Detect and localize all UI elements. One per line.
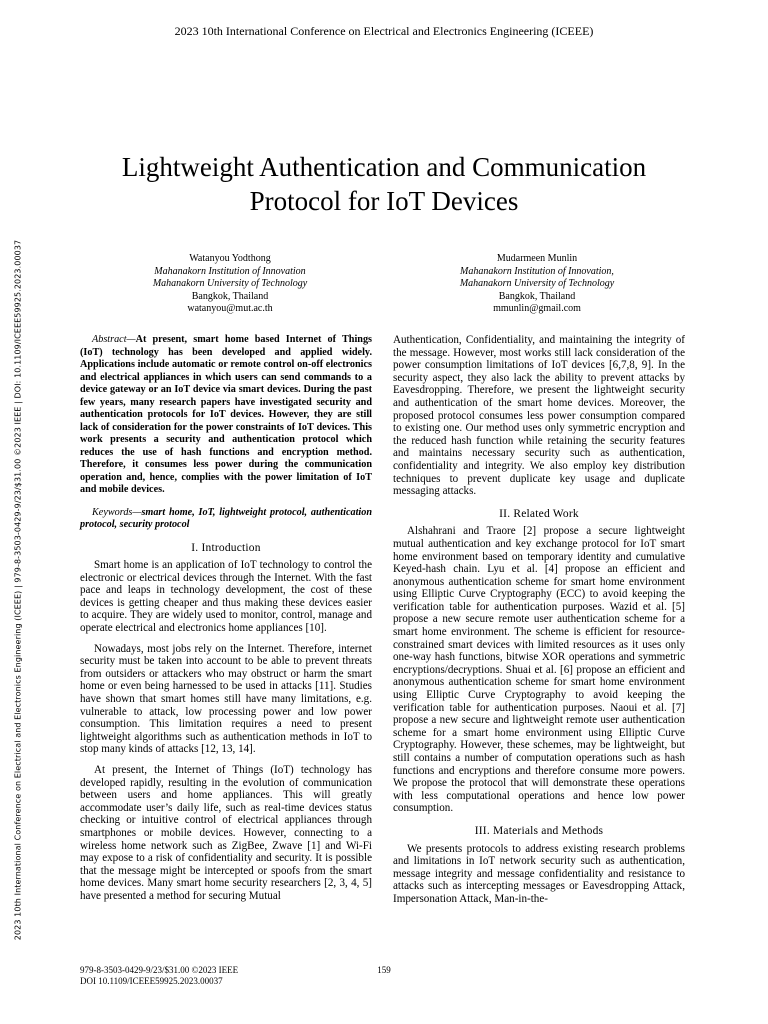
footer-doi: DOI 10.1109/ICEEE59925.2023.00037 [80,976,223,986]
author-affiliation: Mahanakorn Institution of Innovation [154,265,306,277]
page-number: 159 [377,965,391,975]
keywords [80,507,372,532]
conference-header: 2023 10th International Conference on Electrical and Electronics Engineering (ICEEE) [174,24,594,38]
author-email[interactable]: mmunlin@gmail.com [493,303,581,314]
author-affiliation: Mahanakorn Institution of Innovation, [460,265,614,277]
author-city: Bangkok, Thailand [498,290,576,302]
paragraph: We presents protocols to address existing research problems and limitations in IoT network security such as authentication, message integrity and message confidentiality and resistance to attacks such as intercepting messages or Eavesdropping Attack, Impersonation Attack, Man-in-the- [393,842,685,905]
keywords-text: smart home, IoT, lightweight protocol, authentication protocol, security protocol [80,506,372,530]
abstract [80,334,372,497]
author-name: Watanyou Yodthong [189,253,271,264]
section-heading-methods: III. Materials and Methods [474,824,604,837]
author-affiliation: Mahanakorn University of Technology [152,278,308,289]
paragraph: Nowadays, most jobs rely on the Internet. Therefore, internet security must be taken into account to be able to prevent threats from outsiders or attackers who may obstruct or harm the smart home or even being harnessed to be used in attacks [11]. Studies have shown that smart homes still have many limitations, e.g. vulnerable to attack, low processing power and low power consumption. This limitation requires a need to present lightweight algorithms such as authentication methods in IoT to stop many kinds of attacks [12, 13, 14]. [80,642,372,756]
left-column [80,334,372,911]
paragraph: Smart home is an application of IoT technology to control the electronic or electrical devices through the Internet. With the fast pace and leaps in technology development, the cost of these devices is getting cheaper and thus making these devices easier to acquire. They are widely used to monitor, control, manage and operate electrical and electronics home appliances [10]. [80,559,372,635]
abstract-text: At present, smart home based Internet of Things (IoT) technology has been developed and applied widely. Applications include automatic or remote control on-off electronics and electrical appliances in which users can send commands to a device gateway or an IoT device via smart devices. During the past few years, many research papers have investigated security and authentication protocols for IoT devices. However, they are still lack of consideration for the power constraints of IoT devices. This work presents a security and authentication protocol which reduces the use of hash functions and encryption method. Therefore, it consumes less power during the communication operation and, hence, complies with the power limitation of IoT and mobile devices. [80,334,372,495]
author-block-1 [110,253,350,316]
section-heading-related-work: II. Related Work [499,507,579,520]
author-block-2 [417,253,657,316]
paragraph: At present, the Internet of Things (IoT) technology has developed rapidly, resulting in the evolution of communication between users and home appliances. This will greatly accommodate user’s daily life, such as real-time devices status checking or intuitive control of electrical appliances through smartphones or mobile devices. However, connecting to a wireless home network such as ZigBee, Zwave [1] and Wi-Fi may expose to a risk of confidentiality and security. It is possible that the message might be intercepted or spoofs from the smart home devices. Many smart home security researchers [2, 3, 4, 5] have presented a method for securing Mutual [80,764,372,902]
author-name: Mudarmeen Munlin [496,253,578,264]
section-heading-introduction: I. Introduction [191,541,261,554]
keywords-lead: Keywords— [92,506,142,518]
side-identifier-text: 2023 10th International Conference on Electrical and Electronics Engineering (ICEEE) | 979-8-3503-0429-9/23/$31.00 ©2023 IEEE | DOI: 10.1109/ICEEE59925.2023.00037 [13,239,23,941]
footer-isbn: 979-8-3503-0429-9/23/$31.00 ©2023 IEEE [80,965,239,975]
right-column [393,334,685,914]
author-city: Bangkok, Thailand [191,290,269,302]
author-email[interactable]: watanyou@mut.ac.th [187,303,273,314]
side-identifier [12,230,24,950]
paragraph: Authentication, Confidentiality, and maintaining the integrity of the message. However, most works still lack consideration of the power consumption limitations of IoT devices [6,7,8, 9]. In the security aspect, they also lack the ability to prevent attacks by Eavesdropping. Therefore, we present the lightweight security and authentication of the smart home devices. Moreover, the proposed protocol consumes less power consumption compared to existing one. Our method uses only symmetric encryption and the reduced hash function while retaining the security features and maintains necessary security such as authentication, confidentiality and integrity. We also employ key distribution techniques to prevent duplicate key usage and duplicate messaging attacks. [393,334,685,498]
paper-title: Lightweight Authentication and Communication Protocol for IoT Devices [121,152,647,216]
paragraph: Alshahrani and Traore [2] propose a secure lightweight mutual authentication and key exchange protocol for IoT smart home environment based on temporary identity and cumulative Keyed-hash chain. Lyu et al. [4] propose an efficient and anonymous authentication scheme for smart home environment using Elliptic Curve Cryptography (ECC) to avoid keeping the verification table for authentication purposes. Wazid et al. [5] propose a new secure remote user authentication scheme for a smart home environment. The scheme is efficient for resource-constrained smart devices with limited resources as it uses only one-way hash functions, bitwise XOR operations and symmetric encryptions/decryptions. Shuai et al. [6] propose an efficient and anonymous authentication scheme for smart home environment using Elliptic Curve Cryptography to avoid keeping the verification table for authentication purposes. Naoui et al. [7] propose a new secure and lightweight remote user authentication scheme for a smart home environment using Elliptic Curve Cryptography. However, these schemes, may be lightweight, but still contains a number of computation operations such as hash functions and encryptions and therefore consume more powers. We propose the protocol that will demonstrate these operations with less computational operations and hence low power consumption. [393,525,685,815]
abstract-lead: Abstract— [92,334,136,345]
author-affiliation: Mahanakorn University of Technology [459,278,615,289]
